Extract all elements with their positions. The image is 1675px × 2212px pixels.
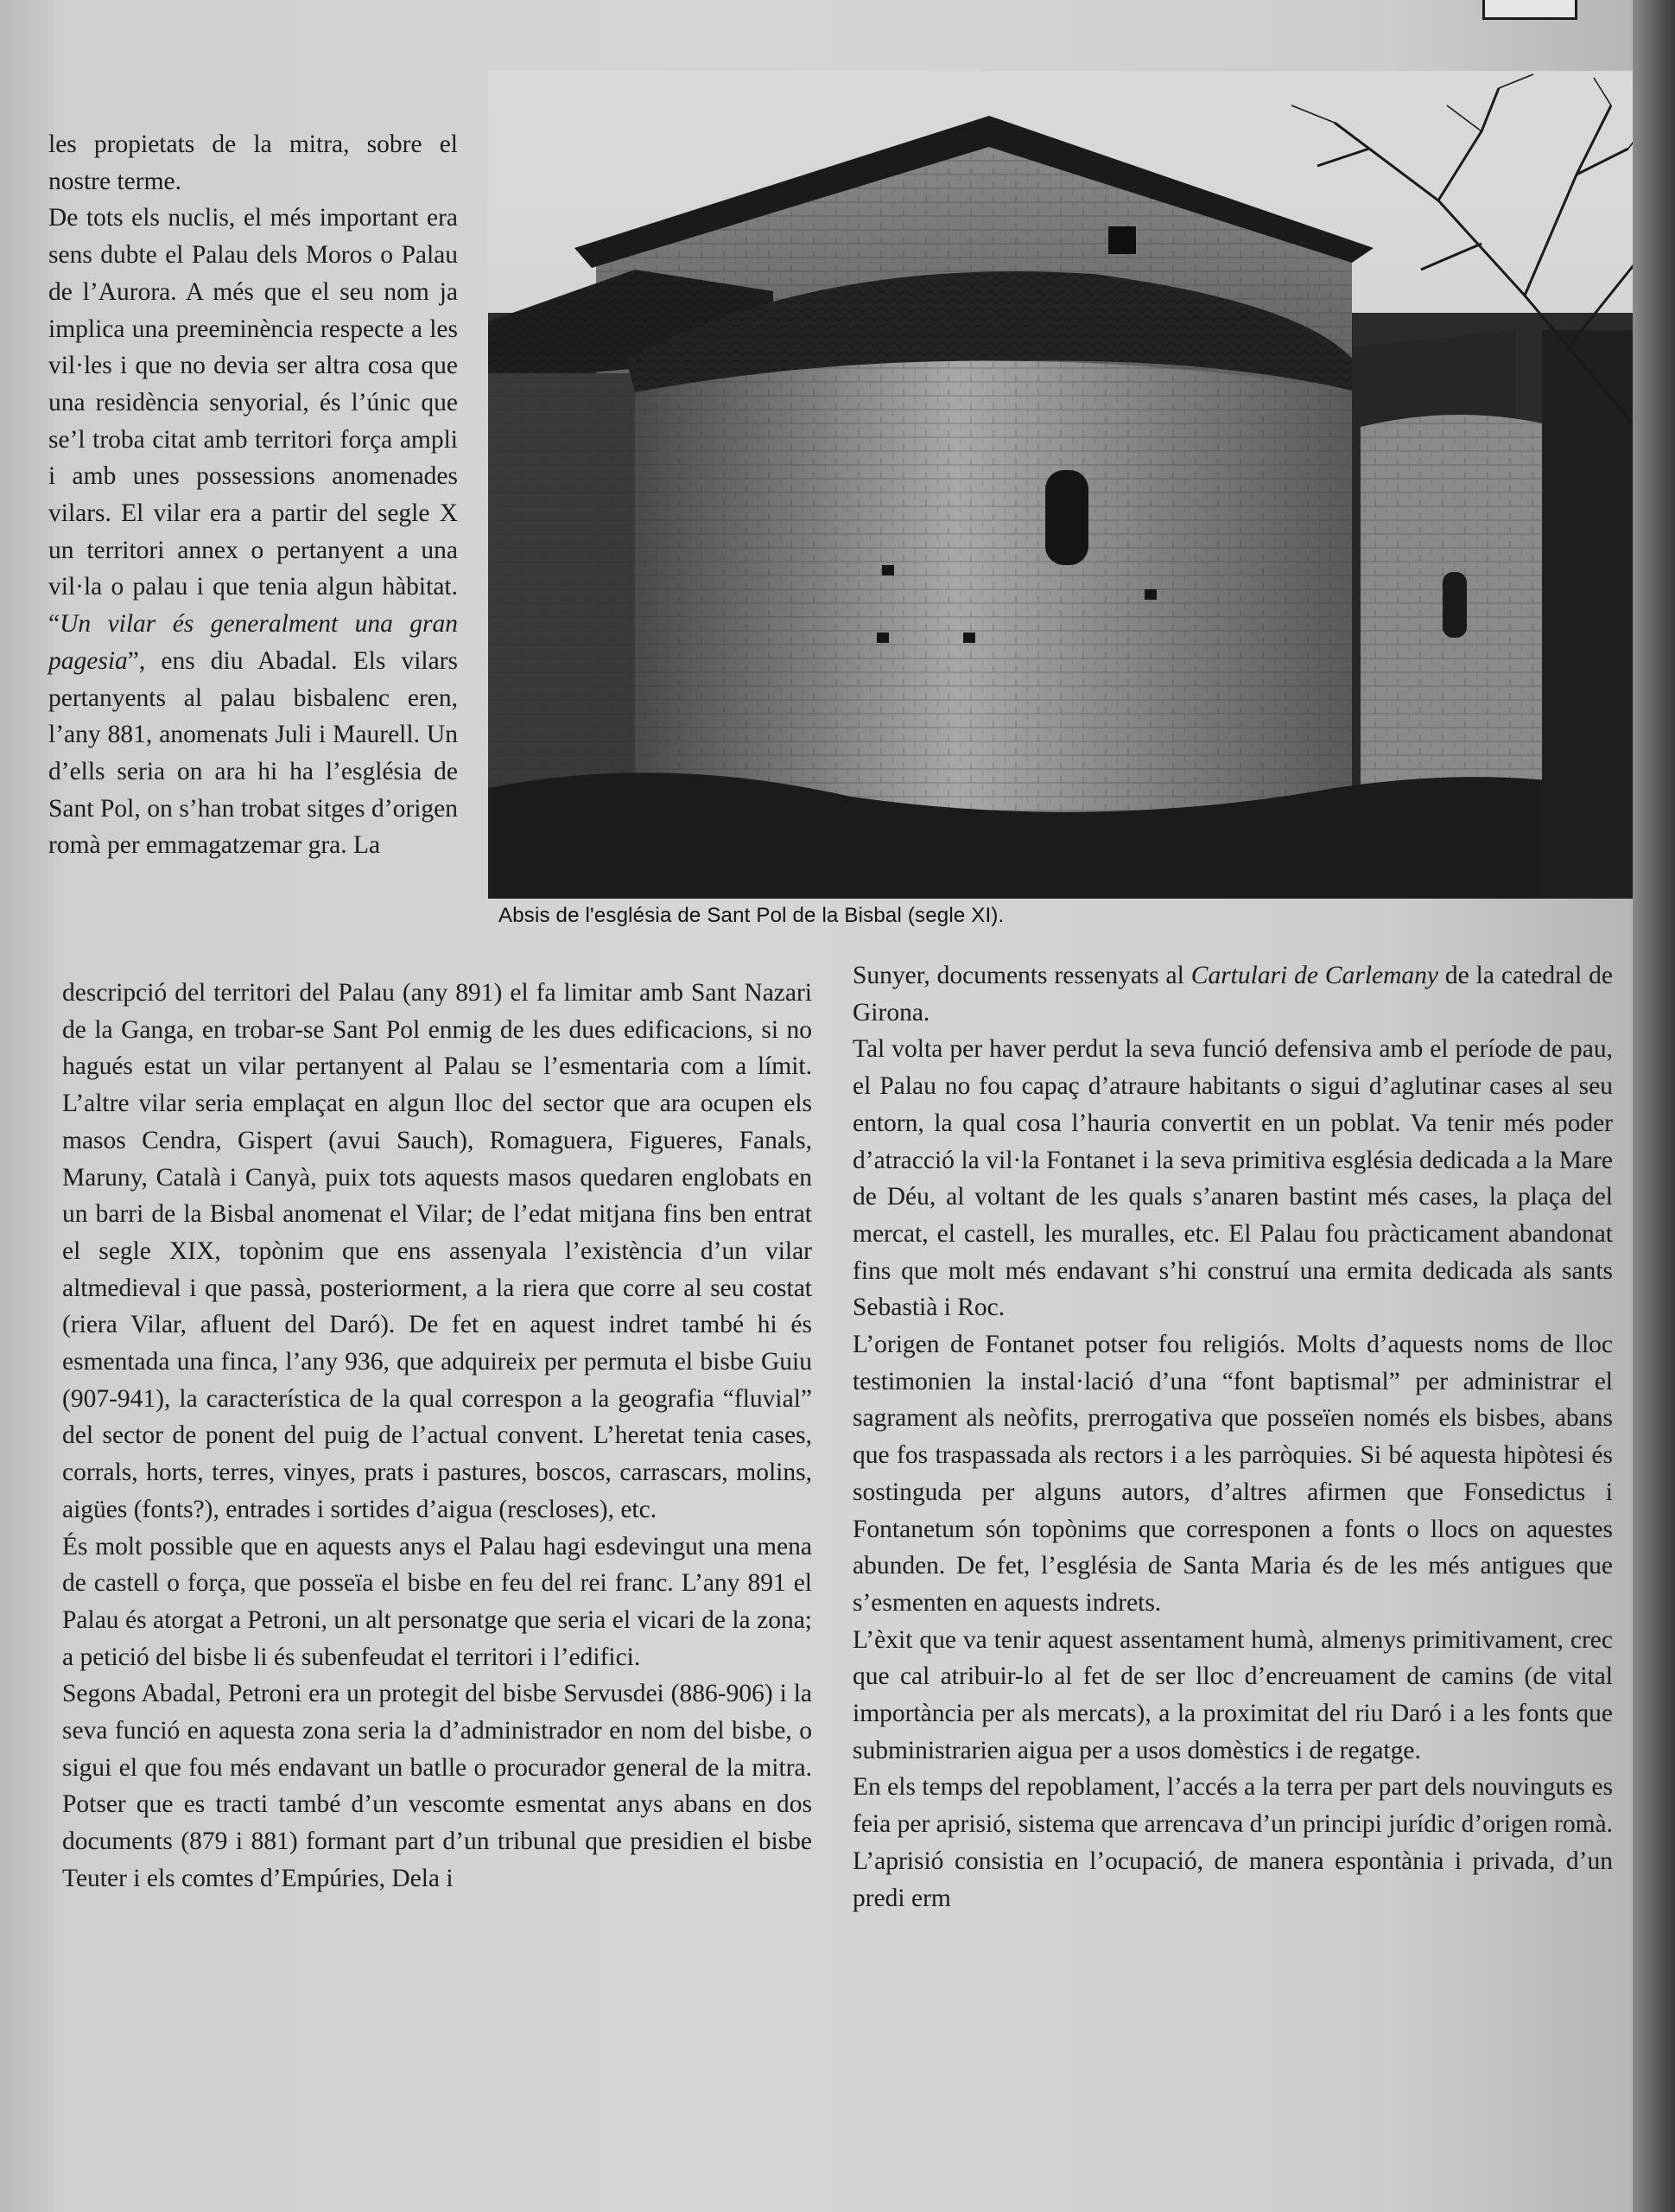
paragraph: L’èxit que va tenir aquest assentament humà, almenys primitivament, crec que cal atribuir-lo al fet de ser lloc d’encreuament de camins (de vital importància per als mercats), a la proximitat del riu Daró i a les fonts que subministrarien aigua per a usos domèstics i de regatge. [853, 1625, 1613, 1764]
book-edge-shadow [1633, 0, 1675, 2212]
paragraph: Tal volta per haver perdut la seva funció defensiva amb el període de pau, el Palau no fou capaç d’atraure habitants o sigui d’aglutinar cases al seu entorn, la qual cosa l’hauria convertit en un poblat. Va tenir més poder d’atracció la vil·la Fontanet i la seva primitiva església dedicada a la Mare de Déu, al voltant de les quals s’anaren bastint més cases, la plaça del mercat, el castell, les muralles, etc. El Palau fou pràcticament abandonat fins que molt més endavant s’hi construí una ermita dedicada als sants Sebastià i Roc. [853, 1035, 1613, 1322]
paragraph-text: de la catedral de Girona. [853, 962, 1613, 1027]
paragraph: les propietats de la mitra, sobre el nostre terme. [48, 130, 458, 195]
paragraph: És molt possible que en aquests anys el Palau hagi esdevingut una mena de castell o força, que posseïa el bisbe en feu del rei franc. L’any 891 el Palau és atorgat a Petroni, un alt personatge que seria el vicari de la zona; a petició del bisbe li és subenfeudat el territori i l’edifici. [62, 1532, 812, 1671]
paragraph-text: Sunyer, documents ressenyats al [853, 962, 1191, 989]
paragraph: L’origen de Fontanet potser fou religiós. Molts d’aquests noms de lloc testimonien la instal·lació d’una “font baptismal” per administrar el sagrament als neòfits, prerrogativa que posseïen només els bisbes, abans que fos traspassada als rectors i a les parròquies. Si bé aquesta hipòtesi és sostinguda per alguns autors, d’altres afirmen que Fonsedictus i Fontanetum són topònims que corresponen a fonts o llocs on aquestes abunden. De fet, l’església de Santa Maria és de les més antigues que s’esmenten en aquests indrets. [853, 1331, 1613, 1617]
page-number-box [1482, 0, 1577, 20]
cartulary-title: Cartulari de Carlemany [1190, 962, 1439, 989]
right-column [853, 957, 1613, 1916]
paragraph: De tots els nuclis, el més important era sens dubte el Palau dels Moros o Palau de l’Aurora. A més que el seu nom ja implica una preeminència respecte a les vil·les i que no devia ser altra cosa que una residència senyorial, és l’únic que se’l troba citat amb territori força ampli i amb unes possessions anomenades vilars. El vilar era a partir del segle X un territori annex o pertanyent a una vil·la o palau i que tenia algun hàbitat. “Un vilar és generalment una gran pagesia”, ens diu Abadal. Els vilars pertanyents al palau bisbalenc eren, l’any 881, anomenats Juli i Maurell. Un d’ells seria on ara hi ha l’església de Sant Pol, on s’han trobat sitges d’origen romà per emmagatzemar gra. La [48, 204, 458, 860]
church-apse-photo [488, 71, 1633, 899]
paragraph: descripció del territori del Palau (any 891) el fa limitar amb Sant Nazari de la Ganga, en trobar-se Sant Pol enmig de les dues edificacions, si no hagués estat un vilar pertanyent al Palau se l’esmentaria com a límit. L’altre vilar seria emplaçat en algun lloc del sector que ara ocupen els masos Cendra, Gispert (avui Sauch), Romaguera, Figueres, Fanals, Maruny, Català i Canyà, puix tots aquests masos quedaren englobats en un barri de la Bisbal anomenat el Vilar; de l’edat mitjana fins ben entrat el segle XIX, topònim que ens assenyala l’existència d’un vilar altmedieval i que passà, posteriorment, a la riera que corre al seu costat (riera Vilar, afluent del Daró). De fet en aquest indret també hi és esmentada una finca, l’any 936, que adquireix per permuta el bisbe Guiu (907-941), la característica de la qual correspon a la geografia “fluvial” del sector de ponent del puig de l’actual convent. L’heretat tenia cases, corrals, horts, terres, vinyes, prats i pastures, boscos, carrascars, molins, aigües (fonts?), entrades i sortides d’aigua (rescloses), etc. [62, 979, 812, 1523]
left-column-top [48, 126, 458, 864]
left-column-bottom [62, 975, 812, 1897]
paragraph: En els temps del repoblament, l’accés a la terra per part dels nouvinguts es feia per aprisió, sistema que arrencava d’un principi jurídic d’origen romà. L’aprisió consistia en l’ocupació, de manera espontània i privada, d’un predi erm [853, 1773, 1613, 1912]
paragraph: Segons Abadal, Petroni era un protegit del bisbe Servusdei (886-906) i la seva funció en aquesta zona seria la d’administrador en nom del bisbe, o sigui el que fou més endavant un batlle o procurador general de la mitra. Potser que es tracti també d’un vescomte esmentat anys abans en dos documents (879 i 881) formant part d’un tribunal que presidien el bisbe Teuter i els comtes d’Empúries, Dela i [62, 1680, 812, 1892]
photo-caption: Absis de l'església de Sant Pol de la Bisbal (segle XI). [498, 904, 1005, 927]
paragraph-text: ”, ens diu Abadal. Els vilars pertanyents al palau bisbalenc eren, l’any 881, anomenats Juli i Maurell. Un d’ells seria on ara hi ha l’església de Sant Pol, on s’han trobat sitges d’origen romà per emmagatzemar gra. La [48, 646, 458, 860]
paragraph [853, 957, 1613, 1031]
paragraph-text: De tots els nuclis, el més important era sens dubte el Palau dels Moros o Palau de l’Aurora. A més que el seu nom ja implica una preeminència respecte a les vil·les i que no devia ser altra cosa que una residència senyorial, és l’únic que se’l troba citat amb territori força ampli i amb unes possessions anomenades vilars. El vilar era a partir del segle X un territori annex o pertanyent a una vil·la o palau i que tenia algun hàbitat. [48, 204, 458, 601]
abadal-quote: Un vilar és generalment una gran pagesia [48, 610, 458, 675]
